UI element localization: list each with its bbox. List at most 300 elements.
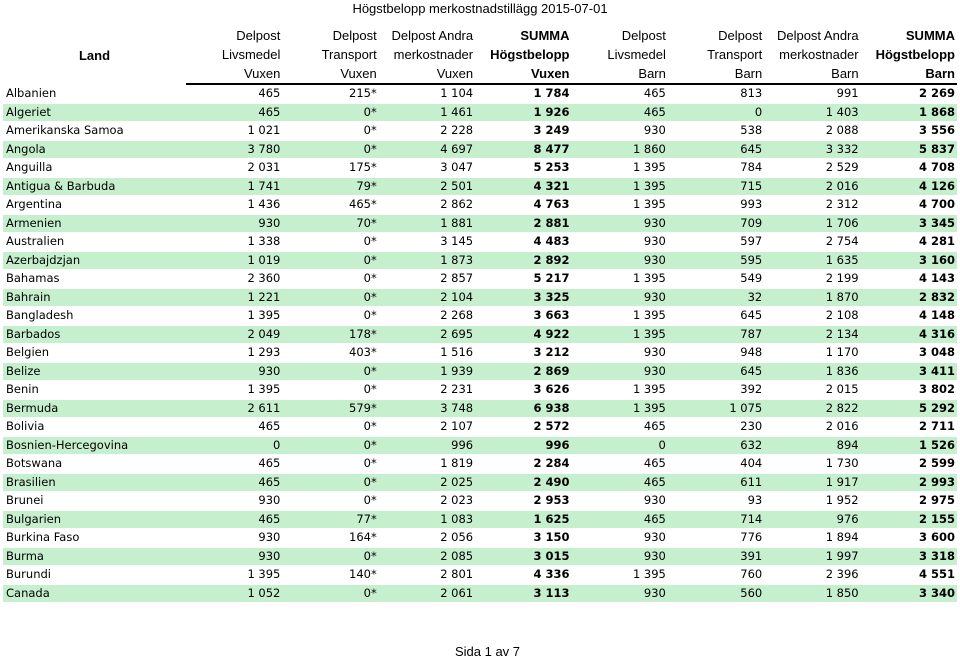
value-cell: 1 403: [764, 103, 860, 122]
table-row: [3, 233, 957, 252]
value-cell: 230: [668, 418, 764, 437]
value-cell: 70*: [282, 214, 378, 233]
value-cell: 175*: [282, 159, 378, 178]
value-cell: 1 741: [186, 177, 282, 196]
value-cell: 597: [668, 233, 764, 252]
value-cell: 579*: [282, 399, 378, 418]
value-cell: 930: [186, 529, 282, 548]
value-cell: 1 926: [475, 103, 571, 122]
value-cell: 2 711: [861, 418, 957, 437]
value-cell: 2 107: [379, 418, 475, 437]
country-cell: Burkina Faso: [3, 529, 186, 548]
country-cell: Argentina: [3, 196, 186, 215]
value-cell: 2 396: [764, 566, 860, 585]
value-cell: 2 993: [861, 473, 957, 492]
table-row: [3, 122, 957, 141]
table-header: [3, 26, 957, 84]
country-cell: Bangladesh: [3, 307, 186, 326]
header-line1-col-7: Delpost Andra: [776, 28, 859, 43]
country-cell: Bolivia: [3, 418, 186, 437]
value-cell: 0*: [282, 122, 378, 141]
value-cell: 465: [186, 455, 282, 474]
country-cell: Antigua & Barbuda: [3, 177, 186, 196]
value-cell: 3 748: [379, 399, 475, 418]
value-cell: 930: [572, 584, 668, 603]
table-row: [3, 381, 957, 400]
value-cell: 632: [668, 436, 764, 455]
value-cell: 465: [572, 103, 668, 122]
value-cell: 2 754: [764, 233, 860, 252]
table-row: [3, 529, 957, 548]
header-line3-col-5: Barn: [572, 64, 668, 84]
value-cell: 3 325: [475, 288, 571, 307]
value-cell: 391: [668, 547, 764, 566]
table-row: [3, 251, 957, 270]
value-cell: 4 281: [861, 233, 957, 252]
table-row: [3, 159, 957, 178]
table-row: [3, 473, 957, 492]
value-cell: 1 395: [186, 381, 282, 400]
value-cell: 813: [668, 84, 764, 103]
value-cell: 1 083: [379, 510, 475, 529]
value-cell: 2 822: [764, 399, 860, 418]
header-line3-col-2: Vuxen: [282, 64, 378, 84]
value-cell: 0*: [282, 547, 378, 566]
value-cell: 2 025: [379, 473, 475, 492]
table-row: [3, 196, 957, 215]
value-cell: 2 284: [475, 455, 571, 474]
value-cell: 5 292: [861, 399, 957, 418]
value-cell: 930: [572, 529, 668, 548]
header-line1-col-8: SUMMA: [905, 28, 955, 43]
value-cell: 4 763: [475, 196, 571, 215]
value-cell: 2 599: [861, 455, 957, 474]
value-cell: 1 850: [764, 584, 860, 603]
value-cell: 0*: [282, 381, 378, 400]
value-cell: 1 625: [475, 510, 571, 529]
value-cell: 1 873: [379, 251, 475, 270]
value-cell: 2 269: [861, 84, 957, 103]
value-cell: 1 461: [379, 103, 475, 122]
value-cell: 3 626: [475, 381, 571, 400]
header-line2-col-3: merkostnader: [393, 47, 474, 62]
value-cell: 2 312: [764, 196, 860, 215]
value-cell: 1 021: [186, 122, 282, 141]
value-cell: 465: [186, 84, 282, 103]
value-cell: 0*: [282, 307, 378, 326]
country-cell: Australien: [3, 233, 186, 252]
value-cell: 1 635: [764, 251, 860, 270]
table-row: [3, 344, 957, 363]
value-cell: 140*: [282, 566, 378, 585]
value-cell: 465: [186, 510, 282, 529]
value-cell: 0*: [282, 288, 378, 307]
header-land: Land: [78, 47, 111, 63]
value-cell: 465*: [282, 196, 378, 215]
header-line2-col-6: Transport: [707, 47, 763, 62]
value-cell: 1 395: [572, 159, 668, 178]
header-line2-col-7: merkostnader: [779, 47, 859, 62]
value-cell: 1 819: [379, 455, 475, 474]
value-cell: 2 268: [379, 307, 475, 326]
table-row: [3, 177, 957, 196]
value-cell: 465: [186, 418, 282, 437]
value-cell: 1 395: [186, 566, 282, 585]
table-row: [3, 140, 957, 159]
value-cell: 5 253: [475, 159, 571, 178]
value-cell: 930: [572, 214, 668, 233]
value-cell: 0*: [282, 473, 378, 492]
value-cell: 709: [668, 214, 764, 233]
value-cell: 1 706: [764, 214, 860, 233]
value-cell: 0*: [282, 233, 378, 252]
value-cell: 0: [186, 436, 282, 455]
value-cell: 465: [572, 418, 668, 437]
table-row: [3, 566, 957, 585]
header-line1-col-3: Delpost Andra: [391, 28, 474, 43]
value-cell: 2 857: [379, 270, 475, 289]
country-cell: Bahamas: [3, 270, 186, 289]
value-cell: 3 113: [475, 584, 571, 603]
value-cell: 6 938: [475, 399, 571, 418]
value-cell: 3 249: [475, 122, 571, 141]
country-cell: Algeriet: [3, 103, 186, 122]
value-cell: 930: [186, 492, 282, 511]
value-cell: 930: [572, 344, 668, 363]
value-cell: 1 917: [764, 473, 860, 492]
value-cell: 2 085: [379, 547, 475, 566]
header-line2-col-5: Livsmedel: [607, 47, 666, 62]
value-cell: 465: [572, 473, 668, 492]
table-row: [3, 362, 957, 381]
value-cell: 2 501: [379, 177, 475, 196]
table-row: [3, 418, 957, 437]
header-line3-col-6: Barn: [668, 64, 764, 84]
value-cell: 2 611: [186, 399, 282, 418]
value-cell: 1 997: [764, 547, 860, 566]
document-title: Högstbelopp merkostnadstillägg 2015-07-01: [352, 1, 608, 16]
value-cell: 930: [572, 362, 668, 381]
value-cell: 2 031: [186, 159, 282, 178]
value-cell: 1 860: [572, 140, 668, 159]
value-cell: 4 148: [861, 307, 957, 326]
value-cell: 2 490: [475, 473, 571, 492]
value-cell: 3 212: [475, 344, 571, 363]
country-cell: Amerikanska Samoa: [3, 122, 186, 141]
value-cell: 3 150: [475, 529, 571, 548]
value-cell: 1 784: [475, 84, 571, 103]
country-cell: Anguilla: [3, 159, 186, 178]
value-cell: 2 832: [861, 288, 957, 307]
country-cell: Bulgarien: [3, 510, 186, 529]
value-cell: 0*: [282, 270, 378, 289]
value-cell: 2 529: [764, 159, 860, 178]
country-cell: Burma: [3, 547, 186, 566]
value-cell: 2 862: [379, 196, 475, 215]
value-cell: 930: [572, 492, 668, 511]
table-row: [3, 492, 957, 511]
value-cell: 404: [668, 455, 764, 474]
value-cell: 2 049: [186, 325, 282, 344]
value-cell: 3 802: [861, 381, 957, 400]
value-cell: 3 556: [861, 122, 957, 141]
country-cell: Canada: [3, 584, 186, 603]
value-cell: 0*: [282, 418, 378, 437]
value-cell: 2 134: [764, 325, 860, 344]
value-cell: 2 056: [379, 529, 475, 548]
value-cell: 930: [186, 214, 282, 233]
value-cell: 2 199: [764, 270, 860, 289]
value-cell: 2 088: [764, 122, 860, 141]
country-cell: Azerbajdzjan: [3, 251, 186, 270]
table-row: [3, 103, 957, 122]
value-cell: 1 939: [379, 362, 475, 381]
value-cell: 79*: [282, 177, 378, 196]
header-line1-col-2: Delpost: [332, 28, 377, 43]
value-cell: 1 293: [186, 344, 282, 363]
country-cell: Brunei: [3, 492, 186, 511]
value-cell: 2 016: [764, 418, 860, 437]
value-cell: 993: [668, 196, 764, 215]
value-cell: 1 170: [764, 344, 860, 363]
value-cell: 2 695: [379, 325, 475, 344]
country-cell: Armenien: [3, 214, 186, 233]
value-cell: 1 338: [186, 233, 282, 252]
value-cell: 2 023: [379, 492, 475, 511]
value-cell: 3 048: [861, 344, 957, 363]
value-cell: 178*: [282, 325, 378, 344]
value-cell: 2 801: [379, 566, 475, 585]
value-cell: 784: [668, 159, 764, 178]
value-cell: 3 145: [379, 233, 475, 252]
value-cell: 8 477: [475, 140, 571, 159]
value-cell: 4 126: [861, 177, 957, 196]
value-cell: 2 228: [379, 122, 475, 141]
value-cell: 1 894: [764, 529, 860, 548]
value-cell: 0*: [282, 103, 378, 122]
value-cell: 0*: [282, 251, 378, 270]
table-row: [3, 436, 957, 455]
value-cell: 948: [668, 344, 764, 363]
value-cell: 465: [186, 103, 282, 122]
value-cell: 2 869: [475, 362, 571, 381]
value-cell: 714: [668, 510, 764, 529]
value-cell: 465: [572, 510, 668, 529]
value-cell: 465: [572, 84, 668, 103]
country-cell: Bahrain: [3, 288, 186, 307]
value-cell: 645: [668, 362, 764, 381]
value-cell: 4 321: [475, 177, 571, 196]
value-cell: 1 052: [186, 584, 282, 603]
value-cell: 3 160: [861, 251, 957, 270]
value-cell: 3 411: [861, 362, 957, 381]
value-cell: 3 780: [186, 140, 282, 159]
value-cell: 0: [572, 436, 668, 455]
value-cell: 2 015: [764, 381, 860, 400]
value-cell: 1 881: [379, 214, 475, 233]
header-line3-col-3: Vuxen: [379, 64, 475, 84]
value-cell: 930: [186, 362, 282, 381]
value-cell: 4 922: [475, 325, 571, 344]
header-line3-col-1: Vuxen: [186, 64, 282, 84]
value-cell: 991: [764, 84, 860, 103]
header-line3-col-4: Vuxen: [475, 64, 571, 84]
value-cell: 4 551: [861, 566, 957, 585]
value-cell: 4 483: [475, 233, 571, 252]
value-cell: 1 730: [764, 455, 860, 474]
value-cell: 976: [764, 510, 860, 529]
value-cell: 894: [764, 436, 860, 455]
country-cell: Barbados: [3, 325, 186, 344]
value-cell: 1 395: [572, 307, 668, 326]
value-cell: 215*: [282, 84, 378, 103]
value-cell: 787: [668, 325, 764, 344]
header-line3-col-8: Barn: [861, 64, 957, 84]
value-cell: 0*: [282, 140, 378, 159]
value-cell: 0*: [282, 436, 378, 455]
table-row: [3, 214, 957, 233]
value-cell: 1 526: [861, 436, 957, 455]
value-cell: 645: [668, 140, 764, 159]
value-cell: 5 837: [861, 140, 957, 159]
value-cell: 3 047: [379, 159, 475, 178]
value-cell: 2 572: [475, 418, 571, 437]
value-cell: 164*: [282, 529, 378, 548]
value-cell: 2 975: [861, 492, 957, 511]
value-cell: 4 336: [475, 566, 571, 585]
country-cell: Botswana: [3, 455, 186, 474]
table-row: [3, 84, 957, 103]
table-row: [3, 547, 957, 566]
value-cell: 930: [572, 122, 668, 141]
value-cell: 2 104: [379, 288, 475, 307]
header-line2-col-1: Livsmedel: [221, 47, 281, 62]
value-cell: 3 345: [861, 214, 957, 233]
value-cell: 2 881: [475, 214, 571, 233]
header-line1-col-5: Delpost: [621, 28, 666, 43]
value-cell: 760: [668, 566, 764, 585]
value-cell: 2 892: [475, 251, 571, 270]
header-line1-col-4: SUMMA: [520, 28, 570, 43]
country-cell: Bosnien-Hercegovina: [3, 436, 186, 455]
value-cell: 1 395: [572, 381, 668, 400]
value-cell: 403*: [282, 344, 378, 363]
value-cell: 3 318: [861, 547, 957, 566]
value-cell: 645: [668, 307, 764, 326]
value-cell: 930: [572, 233, 668, 252]
table-row: [3, 288, 957, 307]
value-cell: 0*: [282, 492, 378, 511]
value-cell: 3 600: [861, 529, 957, 548]
value-cell: 465: [572, 455, 668, 474]
header-row-1: [3, 26, 957, 45]
value-cell: 3 015: [475, 547, 571, 566]
value-cell: 3 663: [475, 307, 571, 326]
value-cell: 2 360: [186, 270, 282, 289]
value-cell: 2 953: [475, 492, 571, 511]
value-cell: 560: [668, 584, 764, 603]
value-cell: 538: [668, 122, 764, 141]
value-cell: 930: [572, 547, 668, 566]
value-cell: 1 395: [572, 325, 668, 344]
table-row: [3, 510, 957, 529]
value-cell: 0*: [282, 584, 378, 603]
value-cell: 1 836: [764, 362, 860, 381]
country-cell: Brasilien: [3, 473, 186, 492]
value-cell: 93: [668, 492, 764, 511]
table-row: [3, 325, 957, 344]
value-cell: 1 075: [668, 399, 764, 418]
value-cell: 996: [379, 436, 475, 455]
value-cell: 0*: [282, 455, 378, 474]
value-cell: 715: [668, 177, 764, 196]
value-cell: 930: [572, 251, 668, 270]
country-cell: Belize: [3, 362, 186, 381]
value-cell: 930: [186, 547, 282, 566]
table-row: [3, 307, 957, 326]
table-row: [3, 455, 957, 474]
value-cell: 1 952: [764, 492, 860, 511]
value-cell: 611: [668, 473, 764, 492]
header-line2-col-8: Högstbelopp: [875, 47, 955, 62]
value-cell: 549: [668, 270, 764, 289]
value-cell: 1 395: [186, 307, 282, 326]
value-cell: 1 395: [572, 196, 668, 215]
value-cell: 1 395: [572, 566, 668, 585]
table-row: [3, 399, 957, 418]
value-cell: 2 155: [861, 510, 957, 529]
value-cell: 32: [668, 288, 764, 307]
value-cell: 1 104: [379, 84, 475, 103]
value-cell: 5 217: [475, 270, 571, 289]
value-cell: 1 436: [186, 196, 282, 215]
country-cell: Bermuda: [3, 399, 186, 418]
value-cell: 2 061: [379, 584, 475, 603]
header-line1-col-1: Delpost: [236, 28, 281, 43]
value-cell: 1 516: [379, 344, 475, 363]
value-cell: 3 340: [861, 584, 957, 603]
value-cell: 776: [668, 529, 764, 548]
value-cell: 4 143: [861, 270, 957, 289]
table-body: [3, 84, 957, 603]
value-cell: 1 221: [186, 288, 282, 307]
value-cell: 2 108: [764, 307, 860, 326]
country-cell: Angola: [3, 140, 186, 159]
value-cell: 1 395: [572, 399, 668, 418]
value-cell: 1 870: [764, 288, 860, 307]
value-cell: 4 700: [861, 196, 957, 215]
value-cell: 996: [475, 436, 571, 455]
value-cell: 1 395: [572, 177, 668, 196]
table-row: [3, 584, 957, 603]
value-cell: 0*: [282, 362, 378, 381]
header-line2-col-4: Högstbelopp: [490, 47, 570, 62]
value-cell: 1 395: [572, 270, 668, 289]
value-cell: 1 019: [186, 251, 282, 270]
value-cell: 0: [668, 103, 764, 122]
table-row: [3, 270, 957, 289]
value-cell: 2 016: [764, 177, 860, 196]
country-cell: Albanien: [3, 84, 186, 103]
value-cell: 595: [668, 251, 764, 270]
value-cell: 465: [186, 473, 282, 492]
header-line1-col-6: Delpost: [718, 28, 763, 43]
value-cell: 4 316: [861, 325, 957, 344]
country-cell: Benin: [3, 381, 186, 400]
value-cell: 2 231: [379, 381, 475, 400]
value-cell: 930: [572, 288, 668, 307]
header-line2-col-2: Transport: [321, 47, 377, 62]
